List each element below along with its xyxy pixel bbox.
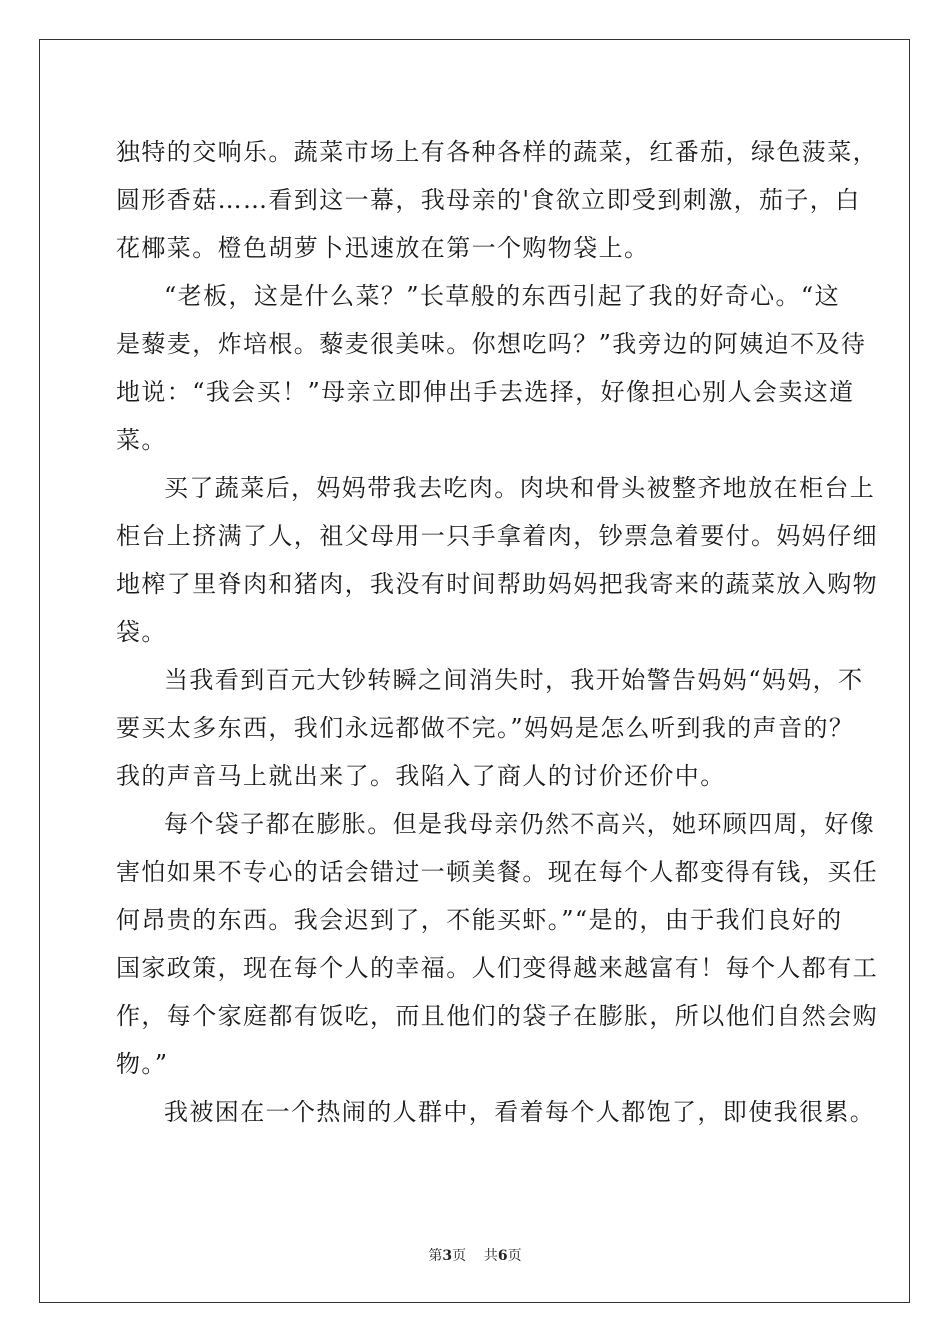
text-line: 柜台上挤满了人，祖父母用一只手拿着肉，钞票急着要付。妈妈仔细 xyxy=(116,522,878,550)
text-line: 我的声音马上就出来了。我陷入了商人的讨价还价中。 xyxy=(116,762,726,790)
text-line: 地说：“我会买！”母亲立即伸出手去选择，好像担心别人会卖这道 xyxy=(116,378,855,406)
footer-gap xyxy=(466,1248,484,1264)
text-line: 地榨了里脊肉和猪肉，我没有时间帮助妈妈把我寄来的蔬菜放入购物 xyxy=(116,570,878,598)
text-line: 花椰菜。橙色胡萝卜迅速放在第一个购物袋上。 xyxy=(116,234,650,262)
document-body xyxy=(116,128,878,1136)
total-label-suffix: 页 xyxy=(507,1248,522,1264)
text-line: 要买太多东西，我们永远都做不完。”妈妈是怎么听到我的声音的？ xyxy=(116,714,855,742)
text-line: 袋。 xyxy=(116,618,167,646)
text-line: 是藜麦，炸培根。藜麦很美味。你想吃吗？”我旁边的阿姨迫不及待 xyxy=(116,330,867,358)
text-line: 物。” xyxy=(116,1050,169,1078)
text-line: 作，每个家庭都有饭吃，而且他们的袋子在膨胀，所以他们自然会购 xyxy=(116,1002,878,1030)
text-line: 当我看到百元大钞转瞬之间消失时，我开始警告妈妈“妈妈，不 xyxy=(164,666,864,694)
text-line: “老板，这是什么菜？”长草般的东西引起了我的好奇心。“这 xyxy=(164,282,841,310)
text-line: 买了蔬菜后，妈妈带我去吃肉。肉块和骨头被整齐地放在柜台上 xyxy=(164,474,876,502)
text-line: 圆形香菇……看到这一幕，我母亲的'食欲立即受到刺激，茄子，白 xyxy=(116,186,861,214)
text-line: 何昂贵的东西。我会迟到了，不能买虾。”“是的，由于我们良好的 xyxy=(116,906,843,934)
total-label-prefix: 共 xyxy=(483,1248,498,1264)
text-line: 独特的交响乐。蔬菜市场上有各种各样的蔬菜，红番茄，绿色菠菜， xyxy=(116,138,878,166)
text-line: 菜。 xyxy=(116,426,167,454)
page-footer xyxy=(0,1247,950,1265)
page-label-prefix: 第 xyxy=(428,1248,443,1264)
current-page-number: 3 xyxy=(442,1248,453,1264)
text-line: 我被困在一个热闹的人群中，看着每个人都饱了，即使我很累。 xyxy=(164,1098,876,1126)
text-line: 害怕如果不专心的话会错过一顿美餐。现在每个人都变得有钱，买任 xyxy=(116,858,878,886)
page-label-suffix: 页 xyxy=(452,1248,467,1264)
text-line: 每个袋子都在膨胀。但是我母亲仍然不高兴，她环顾四周，好像 xyxy=(164,810,876,838)
total-page-number: 6 xyxy=(497,1248,508,1264)
text-line: 国家政策，现在每个人的幸福。人们变得越来越富有！每个人都有工 xyxy=(116,954,878,982)
